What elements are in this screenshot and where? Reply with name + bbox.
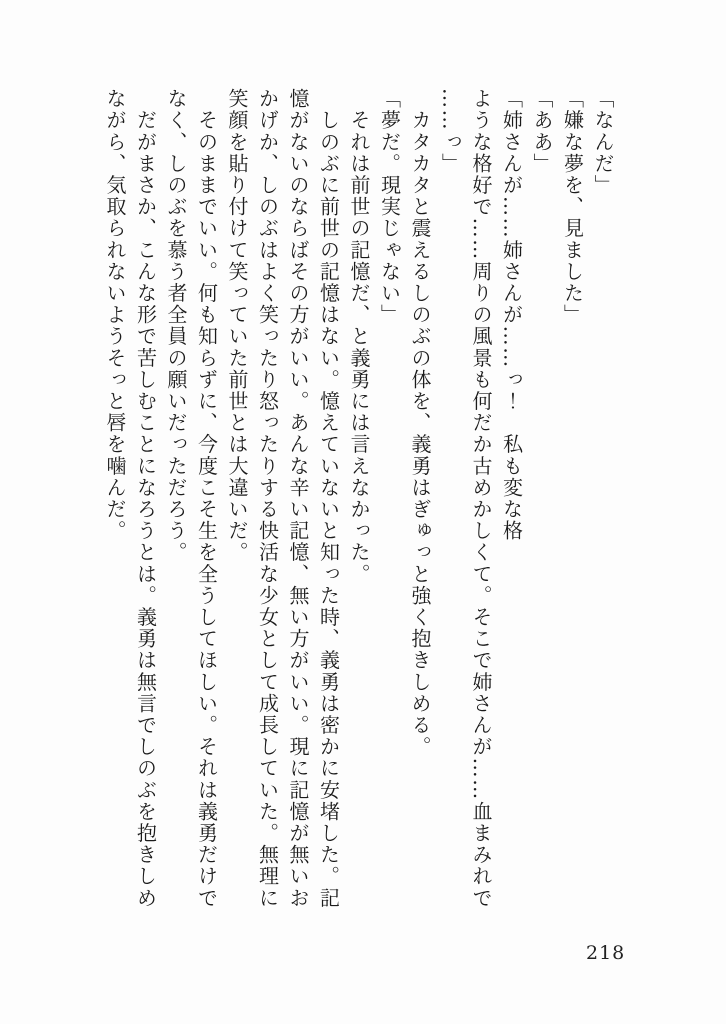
text-column: それは前世の記憶だ、と義勇には言えなかった。 [347,88,371,585]
text-column: ような格好で……周りの風景も何だか古めかしくて。そこで姉さんが……血まみれで [469,88,493,909]
text-column: 「なんだ」 [591,88,615,196]
text-column: 「嫌な夢を、見ました」 [560,88,585,326]
text-column: 笑顔を貼り付けて笑っていた前世とは大違いだ。 [225,88,249,564]
text-column: そのままでいい。何も知らずに、今度こそ生を全うしてほしい。それは義勇だけで [194,88,219,909]
text-column: 憶がないのならばその方がいい。あんな辛い記憶、無い方がいい。現に記憶が無いお [286,88,310,909]
text-column: ながら、気取られないようそっと唇を噛んだ。 [103,88,127,542]
text-column: だがまさか、こんな形で苦しむことになろうとは。義勇は無言でしのぶを抱きしめ [133,88,158,909]
text-column: 「ああ」 [530,88,554,175]
text-column: かげか、しのぶはよく笑ったり怒ったりする快活な少女として成長していた。無理に [255,88,280,909]
text-column: ……っ」 [438,88,463,175]
text-column: 「夢だ。現実じゃない」 [377,88,402,326]
text-column: カタカタと震えるしのぶの体を、義勇はぎゅっと強く抱きしめる。 [408,88,432,758]
vertical-text-block [94,88,618,920]
text-column: しのぶに前世の記憶はない。憶えていないと知った時、義勇は密かに安堵した。記 [316,88,341,909]
page-number: 218 [586,942,626,964]
text-column: なく、しのぶを慕う者全員の願いだっただろう。 [164,88,188,564]
text-column: 「姉さんが……姉さんが……っ！ 私も変な格 [499,88,524,542]
